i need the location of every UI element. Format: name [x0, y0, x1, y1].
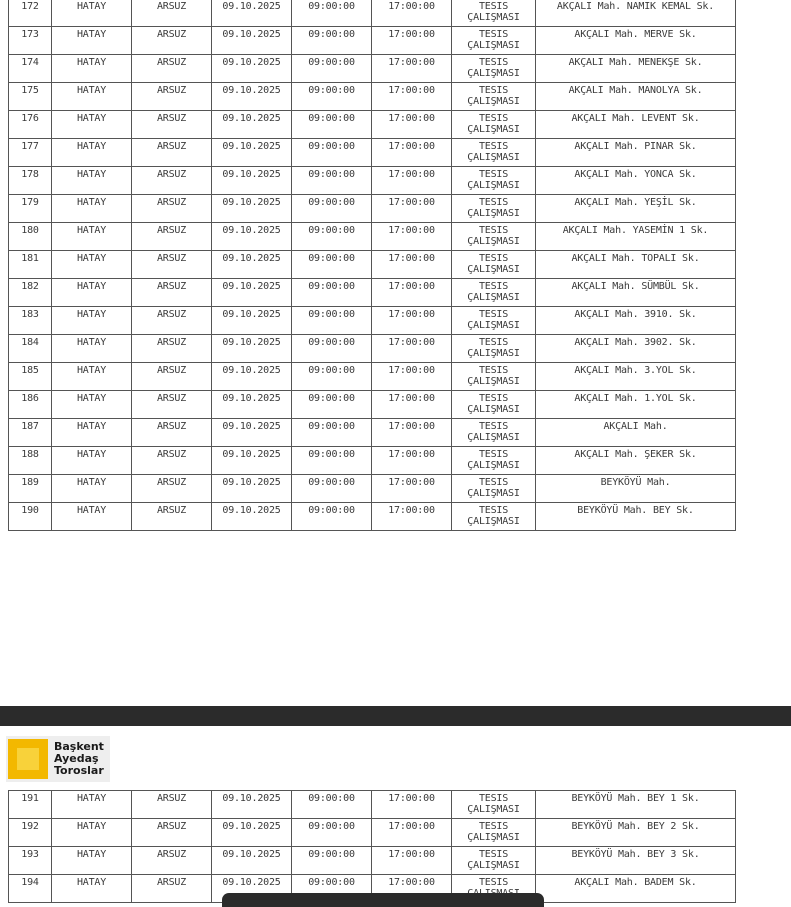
- cell-date: 09.10.2025: [212, 167, 292, 195]
- cell-date: 09.10.2025: [212, 335, 292, 363]
- cell-start-time: 09:00:00: [292, 55, 372, 83]
- reason-line-1: TESIS: [478, 449, 509, 460]
- cell-start-time: 09:00:00: [292, 335, 372, 363]
- cell-reason: [452, 223, 536, 251]
- table-row: [9, 447, 736, 475]
- cell-end-time: 17:00:00: [372, 819, 452, 847]
- cell-start-time: 09:00:00: [292, 363, 372, 391]
- cell-date: 09.10.2025: [212, 363, 292, 391]
- cell-reason: [452, 847, 536, 875]
- reason-line-2: ÇALIŞMASI: [467, 180, 520, 191]
- cell-start-time: 09:00:00: [292, 791, 372, 819]
- table-row: [9, 27, 736, 55]
- reason-line-1: TESIS: [478, 29, 509, 40]
- table-row: [9, 167, 736, 195]
- cell-end-time: 17:00:00: [372, 419, 452, 447]
- cell-row-number: 194: [9, 875, 52, 903]
- reason-line-1: TESIS: [478, 821, 509, 832]
- cell-end-time: 17:00:00: [372, 167, 452, 195]
- reason-line-2: ÇALIŞMASI: [467, 124, 520, 135]
- cell-province: HATAY: [52, 475, 132, 503]
- table-row: [9, 111, 736, 139]
- reason-line-2: ÇALIŞMASI: [467, 12, 520, 23]
- cell-row-number: 177: [9, 139, 52, 167]
- cell-start-time: 09:00:00: [292, 139, 372, 167]
- reason-line-1: TESIS: [478, 365, 509, 376]
- cell-reason: [452, 447, 536, 475]
- cell-reason: [452, 251, 536, 279]
- outage-table-top: [8, 0, 736, 531]
- cell-date: 09.10.2025: [212, 307, 292, 335]
- reason-line-2: ÇALIŞMASI: [467, 860, 520, 871]
- reason-line-1: TESIS: [478, 57, 509, 68]
- cell-row-number: 191: [9, 791, 52, 819]
- reason-line-1: TESIS: [478, 85, 509, 96]
- cell-province: HATAY: [52, 791, 132, 819]
- cell-start-time: 09:00:00: [292, 279, 372, 307]
- cell-district: ARSUZ: [132, 419, 212, 447]
- cell-district: ARSUZ: [132, 875, 212, 903]
- table-row: [9, 279, 736, 307]
- cell-row-number: 172: [9, 0, 52, 27]
- cell-province: HATAY: [52, 819, 132, 847]
- cell-district: ARSUZ: [132, 791, 212, 819]
- cell-date: 09.10.2025: [212, 447, 292, 475]
- cell-row-number: 178: [9, 167, 52, 195]
- cell-district: ARSUZ: [132, 391, 212, 419]
- reason-line-1: TESIS: [478, 141, 509, 152]
- cell-end-time: 17:00:00: [372, 335, 452, 363]
- logo-line-3: Toroslar: [54, 764, 104, 777]
- cell-address: AKÇALI Mah. SÜMBÜL Sk.: [536, 279, 736, 307]
- cell-province: HATAY: [52, 111, 132, 139]
- table-row: [9, 195, 736, 223]
- cell-row-number: 187: [9, 419, 52, 447]
- reason-line-1: TESIS: [478, 309, 509, 320]
- cell-reason: [452, 0, 536, 27]
- reason-line-1: TESIS: [478, 849, 509, 860]
- cell-address: AKÇALI Mah. TOPALI Sk.: [536, 251, 736, 279]
- cell-address: BEYKÖYÜ Mah. BEY Sk.: [536, 503, 736, 531]
- cell-end-time: 17:00:00: [372, 475, 452, 503]
- cell-province: HATAY: [52, 875, 132, 903]
- cell-row-number: 188: [9, 447, 52, 475]
- cell-date: 09.10.2025: [212, 111, 292, 139]
- cell-district: ARSUZ: [132, 223, 212, 251]
- cell-date: 09.10.2025: [212, 279, 292, 307]
- cell-province: HATAY: [52, 83, 132, 111]
- cell-start-time: 09:00:00: [292, 27, 372, 55]
- reason-line-1: TESIS: [478, 197, 509, 208]
- cell-province: HATAY: [52, 847, 132, 875]
- cell-address: AKÇALI Mah.: [536, 419, 736, 447]
- reason-line-2: ÇALIŞMASI: [467, 432, 520, 443]
- reason-line-1: TESIS: [478, 477, 509, 488]
- cell-reason: [452, 819, 536, 847]
- table-row: [9, 251, 736, 279]
- cell-address: AKÇALI Mah. 1.YOL Sk.: [536, 391, 736, 419]
- cell-district: ARSUZ: [132, 503, 212, 531]
- cell-date: 09.10.2025: [212, 875, 292, 903]
- cell-province: HATAY: [52, 167, 132, 195]
- logo-square-icon: [8, 739, 48, 779]
- cell-row-number: 192: [9, 819, 52, 847]
- cell-province: HATAY: [52, 419, 132, 447]
- reason-line-2: ÇALIŞMASI: [467, 804, 520, 815]
- cell-address: AKÇALI Mah. MENEKŞE Sk.: [536, 55, 736, 83]
- cell-province: HATAY: [52, 0, 132, 27]
- cell-reason: [452, 111, 536, 139]
- cell-start-time: 09:00:00: [292, 447, 372, 475]
- cell-start-time: 09:00:00: [292, 503, 372, 531]
- cell-district: ARSUZ: [132, 139, 212, 167]
- cell-district: ARSUZ: [132, 111, 212, 139]
- reason-line-2: ÇALIŞMASI: [467, 96, 520, 107]
- cell-start-time: 09:00:00: [292, 475, 372, 503]
- cell-end-time: 17:00:00: [372, 307, 452, 335]
- reason-line-2: ÇALIŞMASI: [467, 68, 520, 79]
- cell-row-number: 179: [9, 195, 52, 223]
- cell-end-time: 17:00:00: [372, 875, 452, 903]
- cell-reason: [452, 307, 536, 335]
- cell-end-time: 17:00:00: [372, 391, 452, 419]
- cell-reason: [452, 83, 536, 111]
- outage-table-bottom: [8, 790, 736, 903]
- reason-line-2: ÇALIŞMASI: [467, 460, 520, 471]
- cell-row-number: 189: [9, 475, 52, 503]
- cell-district: ARSUZ: [132, 27, 212, 55]
- cell-end-time: 17:00:00: [372, 55, 452, 83]
- table-row: [9, 847, 736, 875]
- logo-line-1: Başkent: [54, 740, 104, 753]
- table-row: [9, 419, 736, 447]
- cell-end-time: 17:00:00: [372, 847, 452, 875]
- cell-province: HATAY: [52, 503, 132, 531]
- reason-line-1: TESIS: [478, 877, 509, 888]
- cell-end-time: 17:00:00: [372, 111, 452, 139]
- reason-line-2: ÇALIŞMASI: [467, 236, 520, 247]
- cell-address: BEYKÖYÜ Mah. BEY 3 Sk.: [536, 847, 736, 875]
- reason-line-2: ÇALIŞMASI: [467, 40, 520, 51]
- cell-province: HATAY: [52, 55, 132, 83]
- table-row: [9, 791, 736, 819]
- cell-row-number: 173: [9, 27, 52, 55]
- cell-address: AKÇALI Mah. LEVENT Sk.: [536, 111, 736, 139]
- cell-reason: [452, 55, 536, 83]
- cell-address: AKÇALI Mah. MANOLYA Sk.: [536, 83, 736, 111]
- cell-reason: [452, 139, 536, 167]
- viewer-toolbar-edge[interactable]: [222, 893, 544, 907]
- reason-line-1: TESIS: [478, 505, 509, 516]
- cell-end-time: 17:00:00: [372, 363, 452, 391]
- reason-line-1: TESIS: [478, 393, 509, 404]
- cell-district: ARSUZ: [132, 307, 212, 335]
- cell-start-time: 09:00:00: [292, 83, 372, 111]
- cell-row-number: 180: [9, 223, 52, 251]
- cell-province: HATAY: [52, 363, 132, 391]
- cell-address: AKÇALI Mah. MERVE Sk.: [536, 27, 736, 55]
- cell-end-time: 17:00:00: [372, 195, 452, 223]
- cell-date: 09.10.2025: [212, 847, 292, 875]
- cell-address: AKÇALI Mah. 3902. Sk.: [536, 335, 736, 363]
- cell-row-number: 176: [9, 111, 52, 139]
- cell-district: ARSUZ: [132, 335, 212, 363]
- reason-line-1: TESIS: [478, 281, 509, 292]
- table-row: [9, 819, 736, 847]
- cell-end-time: 17:00:00: [372, 503, 452, 531]
- cell-address: AKÇALI Mah. YEŞİL Sk.: [536, 195, 736, 223]
- reason-line-2: ÇALIŞMASI: [467, 292, 520, 303]
- cell-reason: [452, 503, 536, 531]
- reason-line-1: TESIS: [478, 1, 509, 12]
- cell-start-time: 09:00:00: [292, 419, 372, 447]
- cell-row-number: 185: [9, 363, 52, 391]
- cell-district: ARSUZ: [132, 447, 212, 475]
- cell-reason: [452, 167, 536, 195]
- page-divider: [0, 706, 791, 726]
- cell-start-time: 09:00:00: [292, 251, 372, 279]
- cell-province: HATAY: [52, 223, 132, 251]
- reason-line-2: ÇALIŞMASI: [467, 488, 520, 499]
- reason-line-1: TESIS: [478, 253, 509, 264]
- logo-line-2: Ayedaş: [54, 752, 99, 765]
- table-row: [9, 391, 736, 419]
- table-row: [9, 503, 736, 531]
- cell-province: HATAY: [52, 139, 132, 167]
- cell-date: 09.10.2025: [212, 0, 292, 27]
- reason-line-1: TESIS: [478, 169, 509, 180]
- reason-line-2: ÇALIŞMASI: [467, 376, 520, 387]
- table-row: [9, 363, 736, 391]
- cell-date: 09.10.2025: [212, 83, 292, 111]
- cell-end-time: 17:00:00: [372, 83, 452, 111]
- table-row: [9, 83, 736, 111]
- cell-reason: [452, 363, 536, 391]
- cell-reason: [452, 335, 536, 363]
- cell-reason: [452, 27, 536, 55]
- cell-reason: [452, 391, 536, 419]
- cell-start-time: 09:00:00: [292, 307, 372, 335]
- cell-date: 09.10.2025: [212, 819, 292, 847]
- reason-line-2: ÇALIŞMASI: [467, 516, 520, 527]
- cell-start-time: 09:00:00: [292, 0, 372, 27]
- cell-date: 09.10.2025: [212, 791, 292, 819]
- cell-district: ARSUZ: [132, 251, 212, 279]
- cell-date: 09.10.2025: [212, 27, 292, 55]
- cell-district: ARSUZ: [132, 55, 212, 83]
- table-row: [9, 223, 736, 251]
- reason-line-1: TESIS: [478, 421, 509, 432]
- cell-province: HATAY: [52, 391, 132, 419]
- cell-district: ARSUZ: [132, 847, 212, 875]
- cell-address: AKÇALI Mah. ŞEKER Sk.: [536, 447, 736, 475]
- cell-address: AKÇALI Mah. YASEMİN 1 Sk.: [536, 223, 736, 251]
- cell-date: 09.10.2025: [212, 223, 292, 251]
- reason-line-2: ÇALIŞMASI: [467, 152, 520, 163]
- cell-date: 09.10.2025: [212, 139, 292, 167]
- cell-start-time: 09:00:00: [292, 111, 372, 139]
- cell-start-time: 09:00:00: [292, 819, 372, 847]
- cell-start-time: 09:00:00: [292, 167, 372, 195]
- cell-end-time: 17:00:00: [372, 447, 452, 475]
- cell-date: 09.10.2025: [212, 391, 292, 419]
- cell-row-number: 174: [9, 55, 52, 83]
- cell-province: HATAY: [52, 447, 132, 475]
- cell-row-number: 182: [9, 279, 52, 307]
- cell-date: 09.10.2025: [212, 475, 292, 503]
- reason-line-2: ÇALIŞMASI: [467, 320, 520, 331]
- cell-province: HATAY: [52, 307, 132, 335]
- cell-address: AKÇALI Mah. YONCA Sk.: [536, 167, 736, 195]
- cell-reason: [452, 279, 536, 307]
- cell-date: 09.10.2025: [212, 55, 292, 83]
- cell-start-time: 09:00:00: [292, 847, 372, 875]
- cell-date: 09.10.2025: [212, 195, 292, 223]
- cell-district: ARSUZ: [132, 475, 212, 503]
- reason-line-2: ÇALIŞMASI: [467, 832, 520, 843]
- cell-district: ARSUZ: [132, 195, 212, 223]
- reason-line-2: ÇALIŞMASI: [467, 264, 520, 275]
- cell-district: ARSUZ: [132, 83, 212, 111]
- cell-reason: [452, 195, 536, 223]
- cell-start-time: 09:00:00: [292, 223, 372, 251]
- reason-line-2: ÇALIŞMASI: [467, 404, 520, 415]
- cell-address: AKÇALI Mah. NAMIK KEMAL Sk.: [536, 0, 736, 27]
- cell-address: AKÇALI Mah. PINAR Sk.: [536, 139, 736, 167]
- cell-end-time: 17:00:00: [372, 223, 452, 251]
- table-row: [9, 307, 736, 335]
- reason-line-2: ÇALIŞMASI: [467, 348, 520, 359]
- cell-address: AKÇALI Mah. 3.YOL Sk.: [536, 363, 736, 391]
- cell-address: AKÇALI Mah. BADEM Sk.: [536, 875, 736, 903]
- table-row: [9, 335, 736, 363]
- company-logo: [6, 736, 110, 782]
- cell-address: BEYKÖYÜ Mah. BEY 2 Sk.: [536, 819, 736, 847]
- reason-line-1: TESIS: [478, 337, 509, 348]
- cell-address: BEYKÖYÜ Mah. BEY 1 Sk.: [536, 791, 736, 819]
- cell-district: ARSUZ: [132, 167, 212, 195]
- cell-end-time: 17:00:00: [372, 279, 452, 307]
- reason-line-2: ÇALIŞMASI: [467, 208, 520, 219]
- reason-line-1: TESIS: [478, 793, 509, 804]
- cell-row-number: 184: [9, 335, 52, 363]
- cell-end-time: 17:00:00: [372, 791, 452, 819]
- cell-province: HATAY: [52, 251, 132, 279]
- cell-date: 09.10.2025: [212, 503, 292, 531]
- cell-row-number: 181: [9, 251, 52, 279]
- cell-row-number: 193: [9, 847, 52, 875]
- cell-row-number: 175: [9, 83, 52, 111]
- table-row: [9, 55, 736, 83]
- cell-reason: [452, 419, 536, 447]
- cell-start-time: 09:00:00: [292, 195, 372, 223]
- cell-end-time: 17:00:00: [372, 251, 452, 279]
- table-row: [9, 0, 736, 27]
- logo-wordmark: [54, 741, 104, 777]
- cell-end-time: 17:00:00: [372, 139, 452, 167]
- cell-province: HATAY: [52, 279, 132, 307]
- cell-row-number: 186: [9, 391, 52, 419]
- cell-end-time: 17:00:00: [372, 27, 452, 55]
- cell-date: 09.10.2025: [212, 251, 292, 279]
- cell-address: AKÇALI Mah. 3910. Sk.: [536, 307, 736, 335]
- cell-district: ARSUZ: [132, 0, 212, 27]
- cell-start-time: 09:00:00: [292, 391, 372, 419]
- cell-province: HATAY: [52, 195, 132, 223]
- cell-district: ARSUZ: [132, 363, 212, 391]
- cell-province: HATAY: [52, 335, 132, 363]
- cell-province: HATAY: [52, 27, 132, 55]
- cell-district: ARSUZ: [132, 279, 212, 307]
- cell-start-time: 09:00:00: [292, 875, 372, 903]
- cell-reason: [452, 791, 536, 819]
- cell-district: ARSUZ: [132, 819, 212, 847]
- cell-reason: [452, 475, 536, 503]
- reason-line-1: TESIS: [478, 113, 509, 124]
- table-row: [9, 139, 736, 167]
- cell-address: BEYKÖYÜ Mah.: [536, 475, 736, 503]
- table-row: [9, 475, 736, 503]
- cell-row-number: 183: [9, 307, 52, 335]
- cell-end-time: 17:00:00: [372, 0, 452, 27]
- reason-line-1: TESIS: [478, 225, 509, 236]
- cell-row-number: 190: [9, 503, 52, 531]
- cell-date: 09.10.2025: [212, 419, 292, 447]
